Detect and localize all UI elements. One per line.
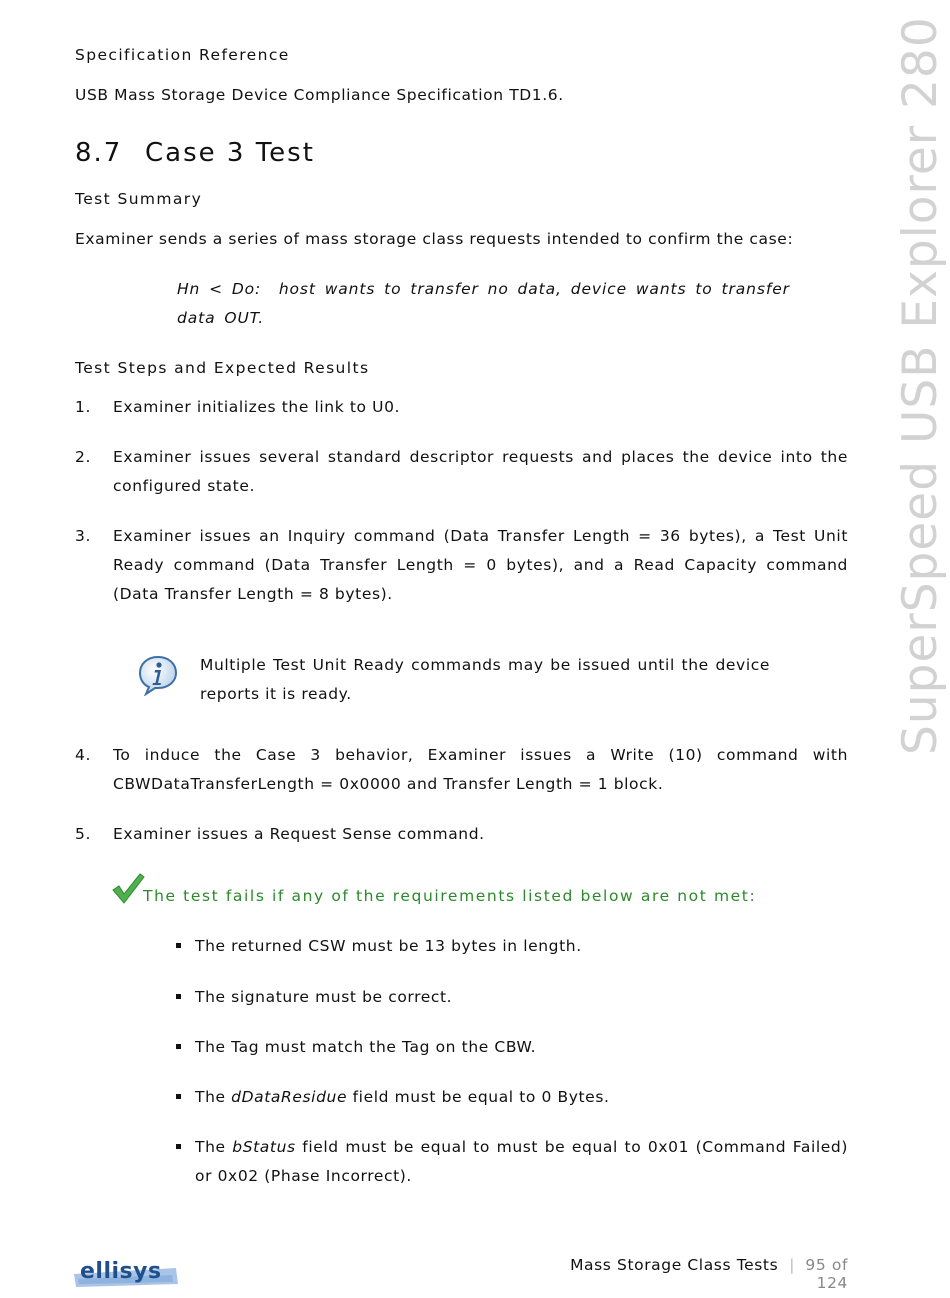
field-name: bStatus (232, 1138, 296, 1156)
step-text: Examiner initializes the link to U0. (113, 398, 401, 416)
step-text: To induce the Case 3 behavior, Examiner issues a Write (10) command with CBWDataTransferLength = 0x0000 and Transfer Length = 1 block. (113, 746, 848, 793)
step-number: 1. (75, 398, 91, 416)
ellisys-logo (72, 1258, 180, 1290)
requirement-text: The returned CSW must be 13 bytes in length. (195, 937, 582, 955)
sidebar-product-title: SuperSpeed USB Explorer 280 (893, 16, 948, 755)
footer-title: Mass Storage Class Tests (570, 1256, 779, 1274)
step-number: 4. (75, 746, 91, 764)
checkmark-icon (111, 872, 145, 904)
section-title-text: Case 3 Test (145, 138, 315, 168)
bullet-icon (176, 1144, 181, 1149)
requirement-text: field must be equal to 0 Bytes. (347, 1088, 610, 1106)
bullet-icon (176, 994, 181, 999)
case-line-2: data OUT. (177, 309, 265, 327)
case-line-1: Hn < Do: host wants to transfer no data, device wants to transfer (177, 280, 790, 298)
requirement-item (195, 932, 848, 961)
requirement-text: field must be equal to must be equal to 0x01 (Command Failed) or 0x02 (Phase Incorrect). (195, 1138, 849, 1185)
step-text: Examiner issues a Request Sense command. (113, 825, 485, 843)
step-text: Examiner issues several standard descriptor requests and places the device into the configured state. (113, 448, 848, 495)
bullet-icon (176, 943, 181, 948)
summary-heading: Test Summary (75, 190, 203, 208)
case-description (177, 275, 790, 333)
spec-heading: Specification Reference (75, 46, 290, 64)
requirement-item (195, 1083, 848, 1112)
page-number: 95 of 124 (805, 1256, 848, 1292)
requirement-text: The (195, 1088, 232, 1106)
requirement-text: The Tag must match the Tag on the CBW. (195, 1038, 537, 1056)
field-name: dDataResidue (231, 1088, 348, 1106)
requirement-item (195, 1033, 848, 1062)
bullet-icon (176, 1044, 181, 1049)
footer-separator: | (789, 1256, 795, 1274)
logo-text: ellisys (80, 1259, 162, 1284)
step-number: 3. (75, 527, 91, 545)
steps-heading: Test Steps and Expected Results (75, 359, 370, 377)
requirements-title: The test fails if any of the requirements listed below are not met: (143, 887, 757, 905)
step-number: 5. (75, 825, 91, 843)
bullet-icon (176, 1094, 181, 1099)
requirement-text: The (195, 1138, 233, 1156)
info-icon (137, 654, 179, 696)
step-text: Examiner issues an Inquiry command (Data Transfer Length = 36 bytes), a Test Unit Ready command (Data Transfer Length = 0 bytes), and a Read Capacity command (Data Transfer Length = 8 bytes). (113, 527, 848, 603)
note-text: Multiple Test Unit Ready commands may be issued until the device reports it is ready. (200, 656, 770, 703)
spec-text: USB Mass Storage Device Compliance Specification TD1.6. (75, 86, 564, 104)
summary-text: Examiner sends a series of mass storage class requests intended to confirm the case: (75, 230, 794, 248)
requirement-text: The signature must be correct. (195, 988, 453, 1006)
step-number: 2. (75, 448, 91, 466)
section-title (75, 138, 315, 168)
requirement-item (195, 1133, 848, 1191)
section-number: 8.7 (75, 138, 123, 168)
footer (541, 1256, 848, 1292)
requirement-item (195, 983, 848, 1012)
